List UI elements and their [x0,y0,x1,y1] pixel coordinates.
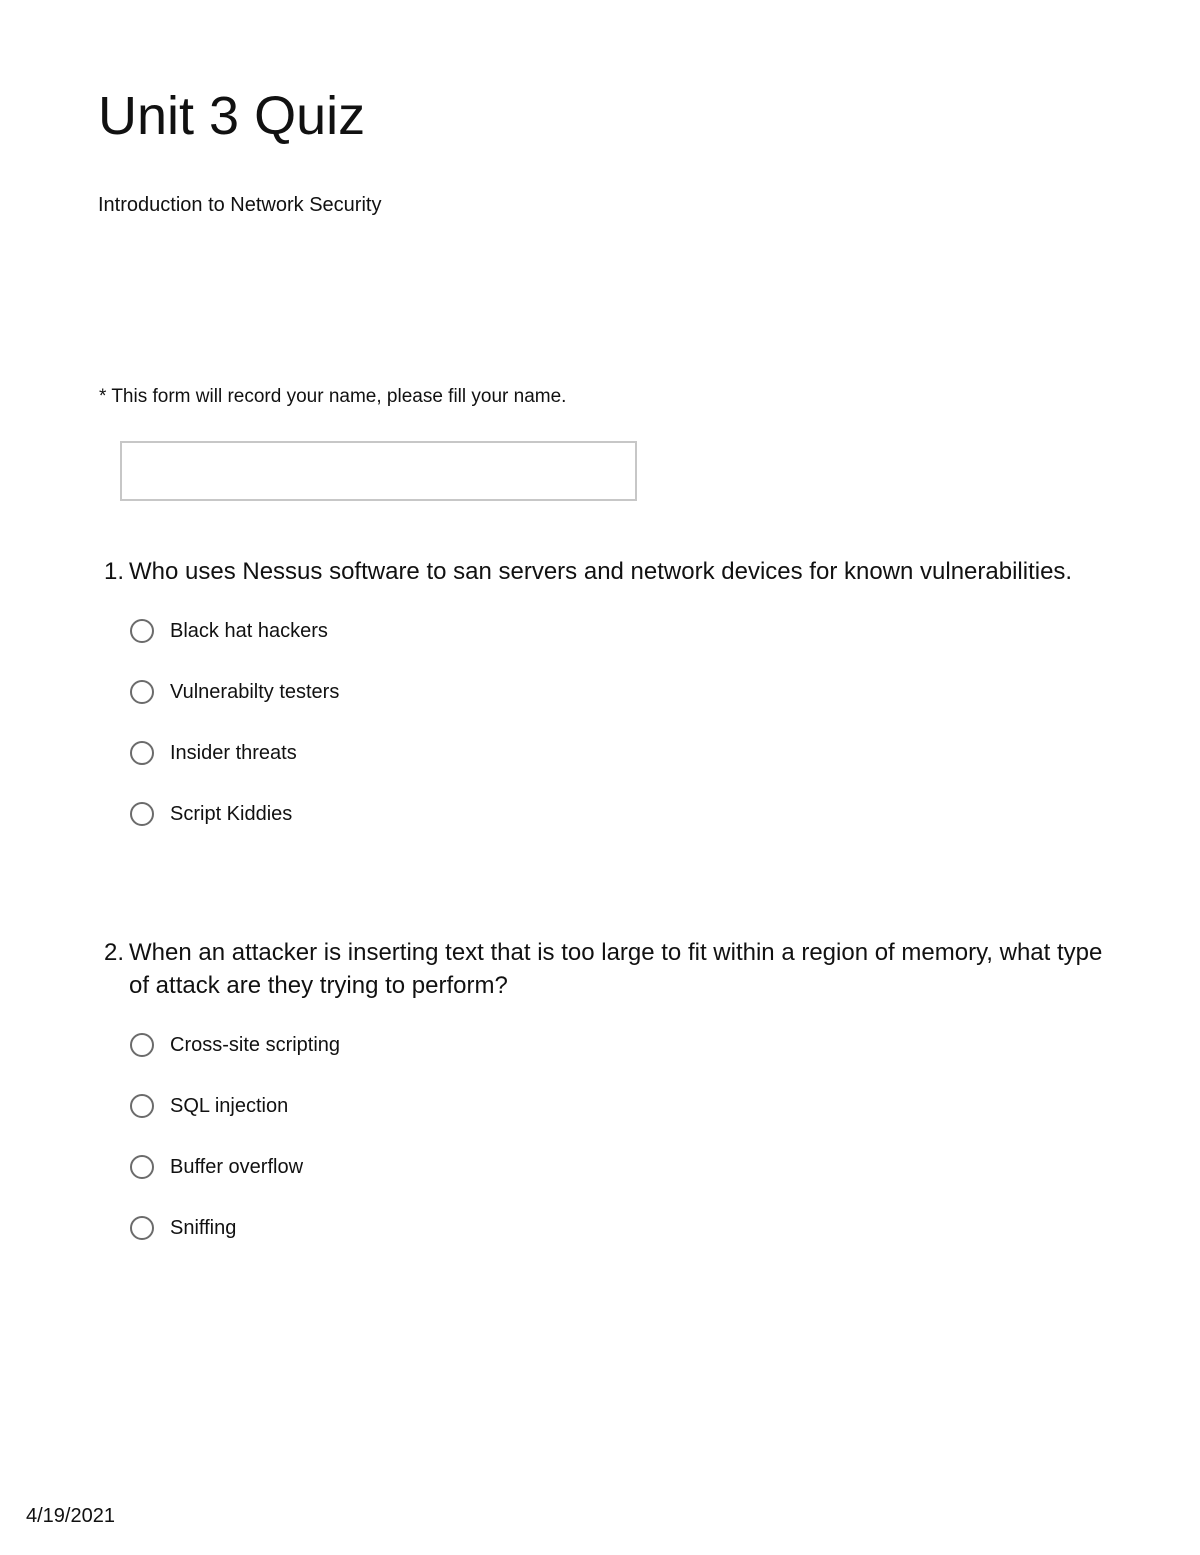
option-label: Buffer overflow [170,1156,304,1178]
option-label: SQL injection [170,1095,289,1117]
option-script-kiddies[interactable] [130,800,339,861]
option-vulnerabilty-testers[interactable] [130,678,339,739]
option-sniffing[interactable] [130,1214,340,1275]
radio-circle-icon[interactable] [130,802,154,826]
print-date: 4/19/2021 [26,1505,115,1527]
quiz-title: Unit 3 Quiz [98,86,366,146]
option-label: Insider threats [170,742,297,764]
question-text: When an attacker is inserting text that is too large to fit within a region of memory, what type of attack are they trying to perform? [129,939,1103,999]
option-buffer-overflow[interactable] [130,1153,340,1214]
name-notice: * This form will record your name, please fill your name. [99,386,567,407]
option-label: Sniffing [170,1217,237,1239]
answer-options [130,1031,340,1275]
radio-circle-icon[interactable] [130,1216,154,1240]
question-text-row [104,936,1104,1002]
option-label: Script Kiddies [170,803,293,825]
option-label: Black hat hackers [170,620,328,642]
answer-options [130,617,339,861]
question-2 [104,936,1104,1239]
question-text-row [104,555,1104,588]
option-label: Cross-site scripting [170,1034,341,1056]
radio-circle-icon[interactable] [130,1033,154,1057]
question-number: 1. [104,558,125,585]
radio-circle-icon[interactable] [130,1094,154,1118]
radio-circle-icon[interactable] [130,741,154,765]
radio-circle-icon[interactable] [130,680,154,704]
quiz-subtitle: Introduction to Network Security [98,194,382,216]
option-cross-site-scripting[interactable] [130,1031,340,1092]
radio-circle-icon[interactable] [130,1155,154,1179]
option-insider-threats[interactable] [130,739,339,800]
question-number: 2. [104,939,125,966]
option-black-hat-hackers[interactable] [130,617,339,678]
name-input[interactable] [120,441,637,501]
radio-circle-icon[interactable] [130,619,154,643]
question-text: Who uses Nessus software to san servers and network devices for known vulnerabilities. [129,558,1073,585]
option-sql-injection[interactable] [130,1092,340,1153]
question-1 [104,555,1104,825]
option-label: Vulnerabilty testers [170,681,340,703]
